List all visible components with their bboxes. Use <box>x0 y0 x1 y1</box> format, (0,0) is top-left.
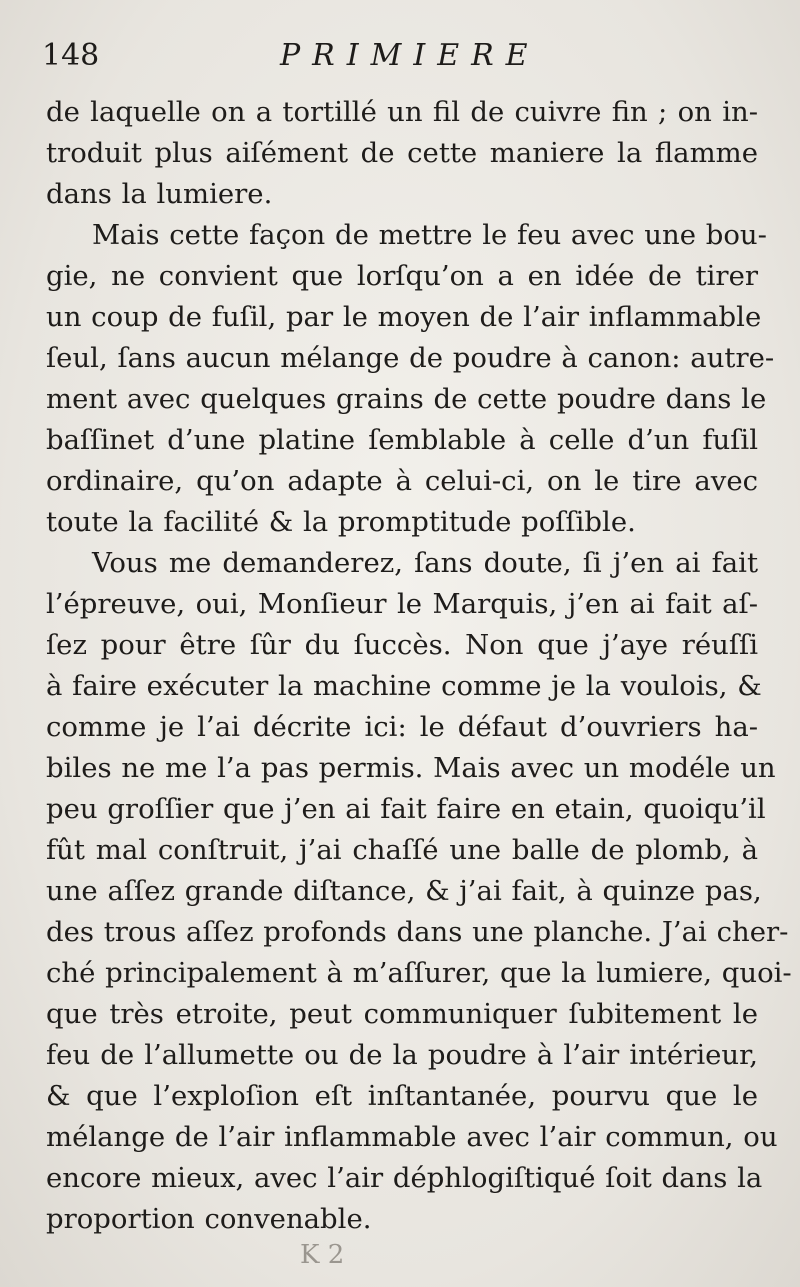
body-text <box>46 92 792 1240</box>
text-line: ment avec quelques grains de cette poudre dans le <box>46 383 767 415</box>
page-number: 148 <box>42 38 100 73</box>
text-line: ordinaire, qu’on adapte à celui-ci, on le tire avec <box>46 465 758 497</box>
text-line: dans la lumiere. <box>46 178 273 210</box>
text-line: biles ne me l’a pas permis. Mais avec un modéle un <box>46 752 776 784</box>
text-line: peu groſſier que j’en ai fait faire en etain, quoiqu’il <box>46 793 766 825</box>
text-line: Mais cette façon de mettre le feu avec une bou- <box>92 219 767 251</box>
text-line: ché principalement à m’aſſurer, que la lumiere, quoi- <box>46 957 792 989</box>
signature-mark: K 2 <box>300 1240 345 1270</box>
text-line: Vous me demanderez, ſans doute, ſi j’en ai fait <box>92 547 758 579</box>
running-head: PRIMIERE <box>280 38 540 73</box>
text-line: ſeul, ſans aucun mélange de poudre à canon: autre- <box>46 342 775 374</box>
text-line: gie, ne convient que lorſqu’on a en idée de tirer <box>46 260 758 292</box>
text-line: un coup de fuſil, par le moyen de l’air inflammable <box>46 301 762 333</box>
text-line: & que l’exploſion eſt inſtantanée, pourvu que le <box>46 1080 758 1112</box>
text-line: à faire exécuter la machine comme je la voulois, & <box>46 670 762 702</box>
text-line: baſſinet d’une platine ſemblable à celle d’un fuſil <box>46 424 758 456</box>
text-line: encore mieux, avec l’air déphlogiſtiqué ſoit dans la <box>46 1162 763 1194</box>
text-line: des trous aſſez profonds dans une planche. J’ai cher- <box>46 916 789 948</box>
text-line: toute la facilité & la promptitude poſſible. <box>46 506 636 538</box>
text-line: fût mal conſtruit, j’ai chaſſé une balle de plomb, à <box>46 834 758 866</box>
text-line: une aſſez grande diſtance, & j’ai fait, à quinze pas, <box>46 875 762 907</box>
text-line: troduit plus aiſément de cette maniere la flamme <box>46 137 758 169</box>
text-line: mélange de l’air inflammable avec l’air commun, ou <box>46 1121 778 1153</box>
text-line: feu de l’allumette ou de la poudre à l’air intérieur, <box>46 1039 758 1071</box>
text-line: ſez pour être ſûr du ſuccès. Non que j’aye réuſſi <box>46 629 758 661</box>
text-line: proportion convenable. <box>46 1203 372 1235</box>
text-line: de laquelle on a tortillé un fil de cuivre fin ; on in- <box>46 96 758 128</box>
text-line: l’épreuve, oui, Monſieur le Marquis, j’en ai fait aſ- <box>46 588 758 620</box>
text-line: que très etroite, peut communiquer ſubitement le <box>46 998 758 1030</box>
page-header <box>40 38 760 88</box>
text-line: comme je l’ai décrite ici: le défaut d’ouvriers ha- <box>46 711 758 743</box>
